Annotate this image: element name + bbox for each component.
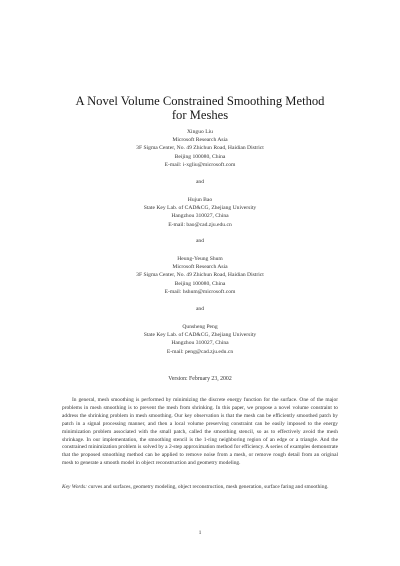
paper-title-line-2: for Meshes — [171, 108, 229, 122]
author-address: 3F Sigma Center, No. 49 Zhichun Road, Haidian District — [136, 272, 264, 279]
and-separator-3: and — [195, 306, 205, 312]
keywords-label: Key Words: — [62, 484, 87, 490]
page-number: 1 — [198, 530, 202, 536]
author-city: Hangzhou 310027, China — [171, 213, 229, 220]
author-city: Beijing 100080, China — [174, 153, 226, 160]
paper-title — [40, 94, 360, 122]
and-separator-1: and — [195, 179, 205, 185]
paper-title-line-1: A Novel Volume Constrained Smoothing Method — [75, 94, 325, 108]
author-block-3 — [30, 255, 370, 296]
author-affiliation: State Key Lab. of CAD&CG, Zhejiang University — [143, 205, 257, 212]
abstract-text: In general, mesh smoothing is performed by minimizing the discrete energy function for the surface. One of the major problems in mesh smoothing is to prevent the mesh from shrinking. In this paper, we propose a novel volume constraint to address the shrinking problem in mesh smoothing. Our key observation is that the mesh can be efficiently smoothed patch by patch in a signal processing manner, and then a local volume preserving constraint can be easily imposed to the energy minimization problem associated with the small patch, called the smoothing stencil, so as to effectively avoid the mesh shrinkage. In our implementation, the smoothing stencil is the 1-ring neighboring region of an edge or a triangle. And the constrained minimization problem is solved by a 2-step approximation method for efficiency. A series of examples demonstrate that the proposed smoothing method can be applied to remove noise from a mesh, or remove rough detail from an original mesh to generate a smooth model in object reconstruction and geometry modeling. — [62, 397, 338, 467]
author-email: E-mail: i-xgliu@microsoft.com — [164, 161, 236, 168]
author-affiliation: State Key Lab. of CAD&CG, Zhejiang University — [143, 332, 257, 339]
keywords-text: curves and surfaces, geometry modeling, object reconstruction, mesh generation, surface faring and smoothing. — [88, 484, 329, 490]
author-email: E-mail: bao@cad.zju.edu.cn — [168, 221, 232, 228]
author-affiliation: Microsoft Research Asia — [172, 264, 228, 271]
and-separator-2: and — [195, 238, 205, 244]
author-name: Heung-Yeung Shum — [177, 256, 223, 262]
author-block-1 — [30, 128, 370, 169]
author-email: E-mail: peng@cad.zju.edu.cn — [166, 348, 234, 355]
version-date: Version: February 23, 2002 — [168, 376, 232, 382]
author-affiliation: Microsoft Research Asia — [172, 137, 228, 144]
author-city: Beijing 100080, China — [174, 280, 226, 287]
author-name: Hujun Bao — [187, 197, 213, 203]
author-email: E-mail: hshum@microsoft.com — [164, 288, 236, 295]
author-address: 3F Sigma Center, No. 49 Zhichun Road, Haidian District — [136, 145, 264, 152]
author-name: Xinguo Liu — [187, 129, 213, 135]
keywords-paragraph — [62, 484, 338, 492]
author-block-2 — [30, 196, 370, 229]
author-name: Qunsheng Peng — [182, 324, 218, 330]
author-city: Hangzhou 310027, China — [171, 340, 229, 347]
author-block-4 — [30, 323, 370, 356]
